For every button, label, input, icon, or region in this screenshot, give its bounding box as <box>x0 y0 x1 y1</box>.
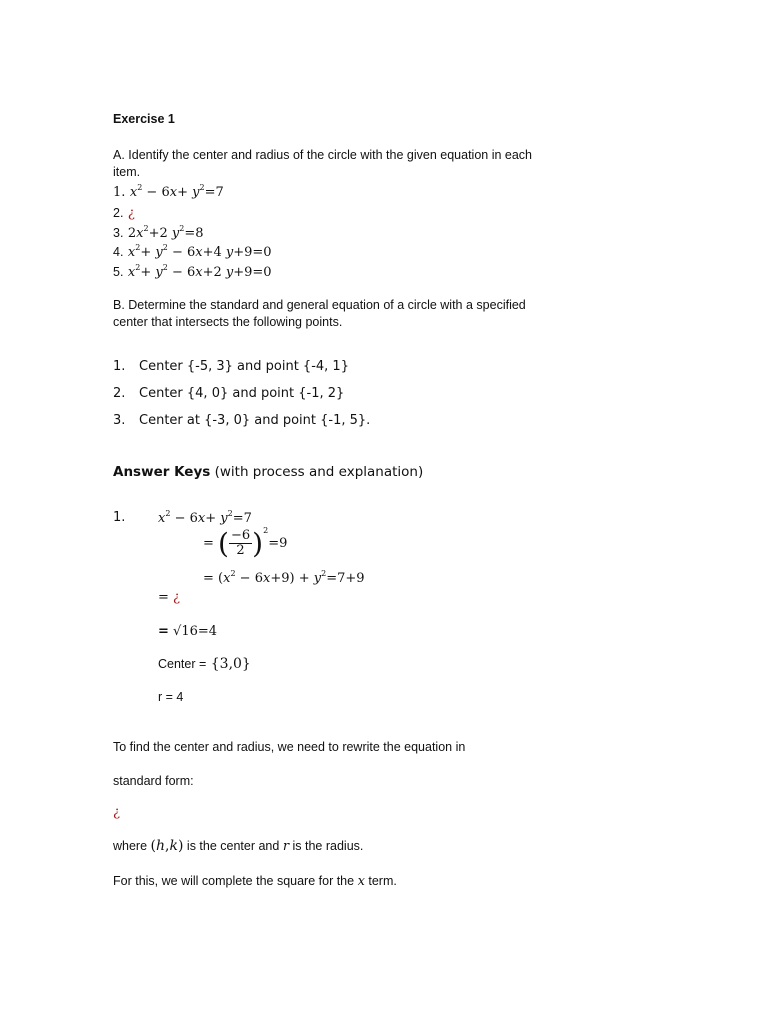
fraction-denominator: 2 <box>236 543 245 558</box>
fraction <box>229 529 252 558</box>
answer-line-5-eq: = <box>158 624 169 639</box>
part-b-item-2 <box>113 384 344 402</box>
item-number: 3. <box>113 226 124 240</box>
fraction-numerator: −6 <box>230 528 251 543</box>
r-symbol: r <box>282 839 290 854</box>
item-text: Center {4, 0} and point {-1, 2} <box>139 386 345 401</box>
hk-symbol: (h,k) <box>150 838 184 854</box>
center-label: Center = <box>158 657 207 671</box>
item-number: 1. <box>113 359 126 374</box>
explanation-p5 <box>113 874 397 889</box>
answer-line-3: = $(x^2 - 6x+9) + y^2=7+9$ <box>203 569 365 586</box>
answer-line-5-value: √16=4 <box>173 624 218 639</box>
item-text: Center at {-3, 0} and point {-1, 5}. <box>139 413 371 428</box>
part-a-item-3 <box>113 224 204 242</box>
explanation-p2: standard form: <box>113 774 194 788</box>
exercise-title: Exercise 1 <box>113 112 175 126</box>
center-value: {3,0} <box>210 656 251 672</box>
part-a-item-1 <box>113 183 224 201</box>
equation: $x^2+ y^2 - 6x+2$ y+9=0 <box>127 263 272 280</box>
part-b-item-3 <box>113 411 370 429</box>
equation: $x^2 - 6x+ y^2=7$ <box>129 183 224 200</box>
answer-line-5 <box>158 624 217 639</box>
part-b-instruction: B. Determine the standard and general equation of a circle with a specified center that intersects the following points. <box>113 298 526 329</box>
part-a-item-5 <box>113 263 272 281</box>
explanation-p4-c: is the radius. <box>289 839 364 853</box>
part-a-item-4 <box>113 243 272 261</box>
answer-item-number: 1. <box>113 510 126 525</box>
explanation-p5-b: term. <box>364 874 397 888</box>
radius-line: r = 4 <box>158 690 184 704</box>
item-text: Center {-5, 3} and point {-4, 1} <box>139 359 349 374</box>
item-number: 4. <box>113 245 124 259</box>
item-number: 1. <box>113 185 126 200</box>
item-number: 3. <box>113 413 126 428</box>
item-number: 5. <box>113 265 124 279</box>
item-number: 2. <box>113 206 124 220</box>
answer-line-1: $x^2 - 6x+ y^2=7$ <box>158 509 252 526</box>
equation: $x^2+ y^2 - 6x+4$ y+9=0 <box>127 243 272 260</box>
equation: $2x^2+2$ $y^2=8$ <box>127 224 204 241</box>
answer-keys-heading <box>113 464 423 480</box>
x-symbol: x <box>357 874 365 889</box>
answer-line-4: = ¿ <box>158 590 181 605</box>
center-line <box>158 655 251 673</box>
explanation-p5-a: For this, we will complete the square for the <box>113 874 358 888</box>
part-a-item-2 <box>113 204 135 222</box>
part-a-instruction: A. Identify the center and radius of the circle with the given equation in each item. <box>113 148 533 179</box>
answer-line-2-prefix: = <box>203 536 214 551</box>
explanation-p1: To find the center and radius, we need to rewrite the equation in <box>113 740 466 754</box>
explanation-p4-a: where <box>113 839 148 853</box>
explanation-p4 <box>113 838 363 854</box>
answer-keys-heading-bold: Answer Keys <box>113 464 211 480</box>
part-b-item-1 <box>113 357 349 375</box>
answer-keys-heading-rest: (with process and explanation) <box>210 464 424 480</box>
explanation-p4-b: is the center and <box>183 839 283 853</box>
answer-line-2-suffix: =9 <box>268 536 288 551</box>
equation: ¿ <box>127 206 135 221</box>
explanation-p3: ¿ <box>113 805 120 820</box>
item-number: 2. <box>113 386 126 401</box>
answer-line-2: = ( $\frac{-6}{2}$ )$^2$=9 <box>203 526 288 560</box>
